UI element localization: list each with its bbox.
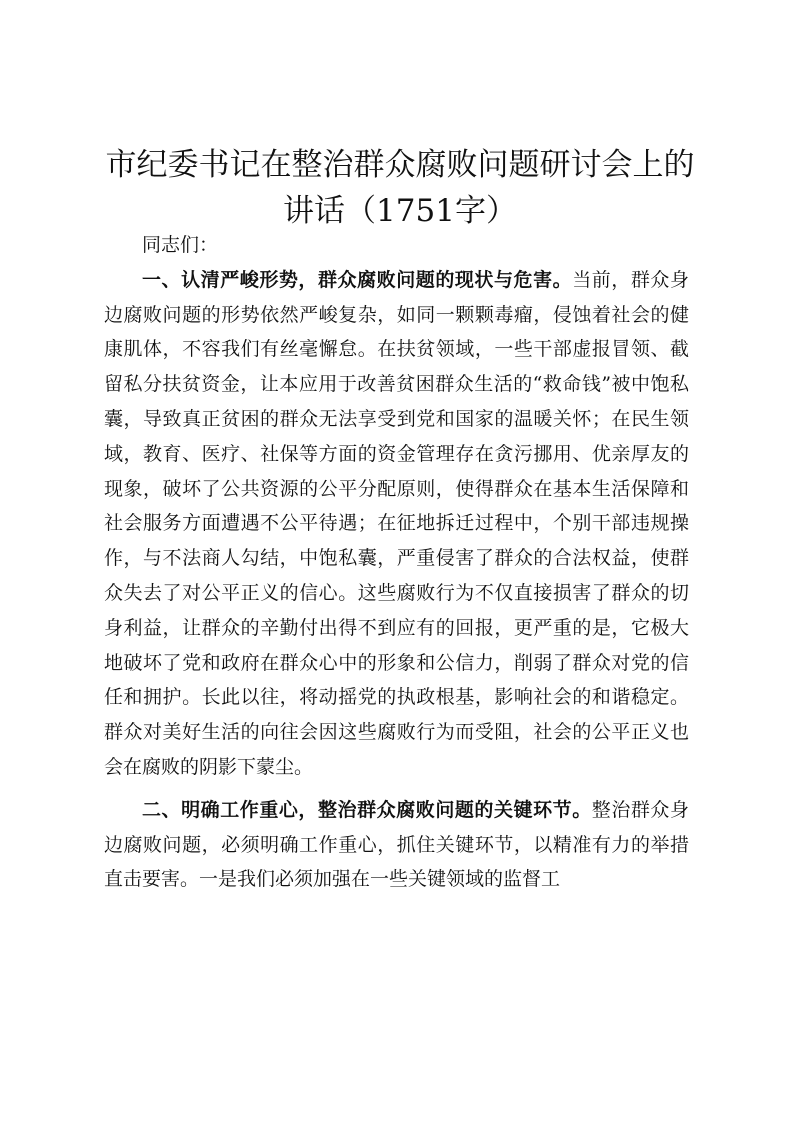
section-2-text: 整治群众身边腐败问题，必须明确工作重心，抓住关键环节，以精准有力的举措直击要害。一是我们必须加强在一些关键领域的监督工 <box>104 798 689 891</box>
section-1-heading: 一、认清严峻形势，群众腐败问题的现状与危害。 <box>142 268 573 291</box>
document-title: 市纪委书记在整治群众腐败问题研讨会上的讲话（1751字） <box>105 147 695 229</box>
section-1-paragraph <box>104 263 689 785</box>
document-body <box>104 228 689 897</box>
salutation: 同志们： <box>142 234 219 256</box>
section-2-heading: 二、明确工作重心，整治群众腐败问题的关键环节。 <box>142 798 592 821</box>
section-2-paragraph <box>104 793 689 897</box>
section-1-text: 当前，群众身边腐败问题的形势依然严峻复杂，如同一颗颗毒瘤，侵蚀着社会的健康肌体，不容我们有丝毫懈怠。在扶贫领域，一些干部虚报冒领、截留私分扶贫资金，让本应用于改善贫困群众生活的“救命钱”被中饱私囊，导致真正贫困的群众无法享受到党和国家的温暖关怀；在民生领域，教育、医疗、社保等方面的资金管理存在贪污挪用、优亲厚友的现象，破坏了公共资源的公平分配原则，使得群众在基本生活保障和社会服务方面遭遇不公平待遇；在征地拆迁过程中，个别干部违规操作，与不法商人勾结，中饱私囊，严重侵害了群众的合法权益，使群众失去了对公平正义的信心。这些腐败行为不仅直接损害了群众的切身利益，让群众的辛勤付出得不到应有的回报，更严重的是，它极大地破坏了党和政府在群众心中的形象和公信力，削弱了群众对党的信任和拥护。长此以往，将动摇党的执政根基，影响社会的和谐稳定。群众对美好生活的向往会因这些腐败行为而受阻，社会的公平正义也会在腐败的阴影下蒙尘。 <box>104 268 689 778</box>
